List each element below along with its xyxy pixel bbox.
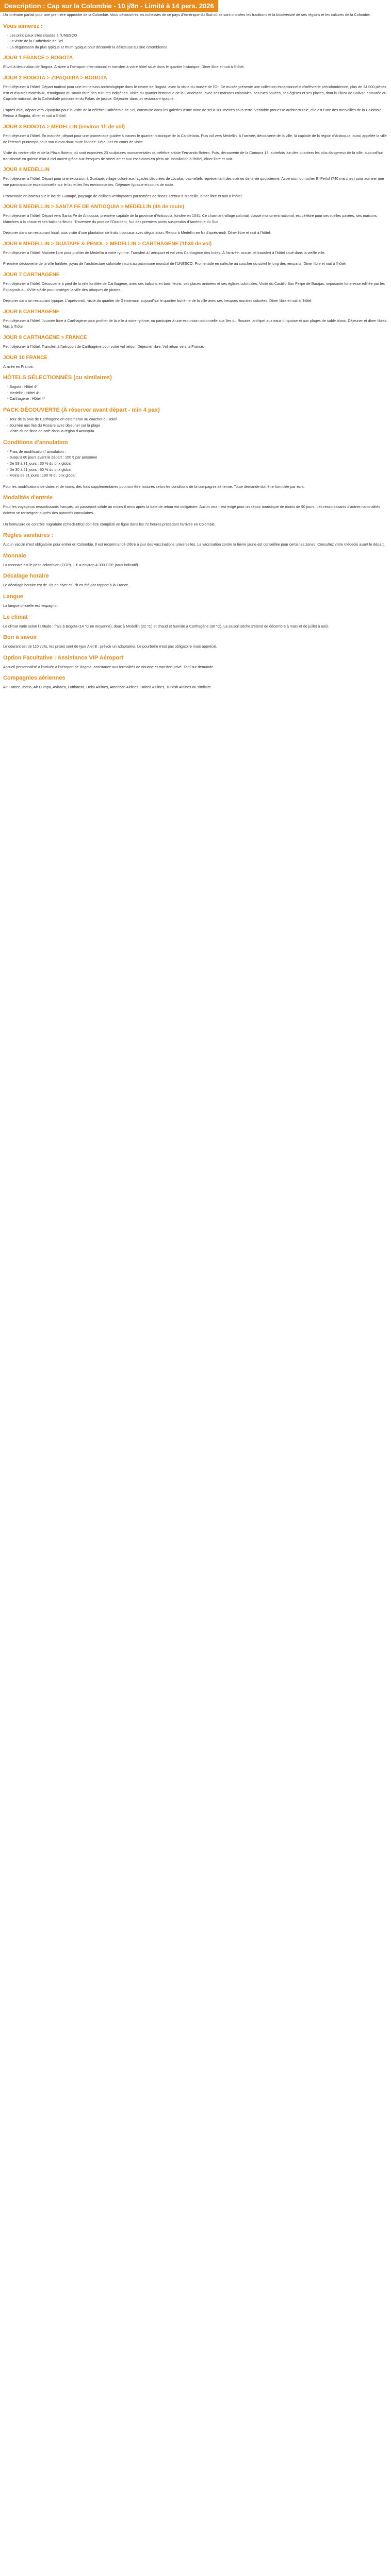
paragraph: Un itinéraire parfait pour une première approche de la Colombie. Vous découvrirez les richesses de ce pays d'Amérique du Sud où se sont croisées les traditions et la biodiversité de ses régions et les cultures de la Colombie. [3,12,371,17]
hotels-list [0,384,391,402]
paragraph: Accueil personnalisé à l'arrivée à l'aéroport de Bogota, assistance aux formalités de douane et transfert privé. Tarif sur demande. [3,664,215,669]
conditions-title: Conditions d'annulation [3,439,68,446]
langue-title: Langue [3,593,24,600]
decalage-paras [0,582,391,588]
day-paragraph: Petit déjeuner à l'hôtel. Départ matinal pour une immersion archéologique dans le centre de Bogota, avec la visite du musée de l'Or. Ce musée présente une collection exceptionnelle d'orfèvrerie précolombienne, plus de 34 000 pièces d'or et d'autres matériaux, témoignant du savoir-faire des cultures indigènes. Visite du quartier historique de la Candelaria, avec ses maisons coloniales, ses rues pavées, ses églises et ses places, dont la Plaza de Bolivar, entourée du Capitole national, de la Cathédrale primaire et du Palais de justice. Déjeuner dans un restaurant typique. [3,84,386,101]
day-paragraph: Petit déjeuner à l'hôtel. Départ pour une excursion à Guatapé, village coloré aux façades décorées de zócalos, bas-reliefs représentant des scènes de la vie quotidienne. Ascension du rocher El Peñol (740 marches) pour admirer une vue panoramique exceptionnelle sur le lac et les îles environnantes. Déjeuner typique en cours de route. [3,176,384,187]
decouverte-list [0,416,391,434]
list-item: - Visite d'une finca de café dans la région d'Antioquia [7,428,388,434]
paragraph: La langue officielle est l'espagnol. [3,603,59,608]
itinerary [0,55,391,369]
list-item: - Les principaux sites classés à l'UNESCO [7,32,388,39]
info-title: Modalités d'entrée [3,495,53,501]
decouverte-title: PACK DÉCOUVERTE (À réserver avant départ - min 4 pax) [3,407,160,413]
paragraph: Aucun vaccin n'est obligatoire pour entrer en Colombie. Il est recommandé d'être à jour des vaccinations universelles. La vaccination contre la fièvre jaune est conseillée pour certaines zones. Consultez votre médecin avant le départ. [3,542,385,547]
paragraph: Pour les modifications de dates et de noms, des frais supplémentaires pourront être facturés selon les conditions de la compagnie aérienne. Toute demande doit être formulée par écrit. [3,484,305,489]
page [0,0,391,696]
conditions-list [0,449,391,479]
day-paragraph: Première découverte de la ville fortifiée, joyau de l'architecture coloniale inscrit au patrimoine mondial de l'UNESCO. Promenade en calèche au coucher du soleil le long des remparts. Dîner libre et nuit à l'hôtel. [3,261,347,266]
list-item: - De 59 à 31 jours : 30 % du prix global [7,461,388,467]
list-item: - Carthagène : Hôtel 4* [7,396,388,402]
decalage-title: Décalage horaire [3,573,49,580]
day-paragraph: Petit déjeuner à l'hôtel. Journée libre à Carthagène pour profiter de la ville à votre rythme, ou participer à une excursion optionnelle aux îles du Rosaire, archipel aux eaux turquoise et aux plages de sable blanc. Déjeuner et dîner libres. Nuit à l'hôtel. [3,318,387,329]
compagnies-paras [0,684,391,690]
day-title: JOUR 5 MEDELLIN > SANTA FE DE ANTIOQUIA > MEDELLIN (4h de route) [3,204,184,210]
paragraph: Pour les voyageurs ressortissants français, un passeport valide au moins 6 mois après la date de retour est obligatoire. Aucun visa n'est exigé pour un séjour touristique de moins de 90 jours. Les ressortissants d'autres nationalités doivent se renseigner auprès des autorités consulaires. [3,504,381,515]
list-item: - Medellin : Hôtel 4* [7,390,388,396]
compagnies-title: Compagnies aériennes [3,675,66,682]
intro [0,12,391,18]
climat-title: Le climat [3,614,28,620]
list-item: - Frais de modification / annulation : [7,449,388,455]
monnaie-paras [0,562,391,568]
bon-paras [0,643,391,650]
day-paragraph: Petit déjeuner à l'hôtel. Matinée libre pour profiter de Medellin à votre rythme. Transfert à l'aéroport et vol vers Carthagène des Indes. À l'arrivée, accueil et transfert à l'hôtel situé dans la vieille ville. [3,250,325,255]
list-item: - La visite de la Cathédrale de Sel [7,38,388,44]
day-paragraph: Envol à destination de Bogota. Arrivée à l'aéroport international et transfert à votre hôtel situé dans le quartier historique. Dîner libre et nuit à l'hôtel. [3,64,245,70]
sante-title: Règles sanitaires : [3,532,54,539]
day-paragraph: Déjeuner dans un restaurant typique. L'après-midi, visite du quartier de Getsemani, aujourd'hui le quartier bohème de la ville avec ses fresques murales colorées. Dîner libre et nuit à l'hôtel. [3,298,313,303]
day-title: JOUR 1 FRANCE > BOGOTA [3,55,73,61]
climat-paras [0,623,391,630]
list-item: - Moins de 21 jours : 100 % du prix global [7,472,388,479]
day-paragraph: L'après-midi, départ vers Zipaquira pour la visite de la célèbre Cathédrale de Sel, construite dans les galeries d'une mine de sel à 180 mètres sous terre. Véritable prouesse architecturale, elle est l'une des merveilles de la Colombie. Retour à Bogota, dîner et nuit à l'hôtel. [3,107,383,118]
day-paragraph: Promenade en bateau sur le lac de Guatapé, paysage de collines verdoyantes parsemées de fincas. Retour à Medellin, dîner libre et nuit à l'hôtel. [3,193,243,198]
day-title: JOUR 4 MEDELLIN [3,167,50,173]
visites-list [0,32,391,50]
day-paragraph: Petit déjeuner à l'hôtel. En matinée, départ pour une promenade guidée à travers le quartier historique de la Candelaria. Puis vol vers Medellin. À l'arrivée, découverte de la ville, la capitale de la région d'Antioquia, aussi appelée la ville de l'éternel printemps pour son climat doux toute l'année. Déjeuner en cours de visite. [3,133,387,144]
conditions-paras [0,484,391,490]
list-item: - Bogota : Hôtel 4* [7,384,388,390]
option-paras [0,664,391,670]
banner: Description : Cap sur la Colombie - 10 j/8n - Limité à 14 pers. 2026 [0,0,218,12]
day-title: JOUR 9 CARTHAGENE > FRANCE [3,335,87,341]
list-item: - Tour de la baie de Carthagène en catamaran au coucher du soleil [7,416,388,422]
day-title: JOUR 7 CARTHAGENE [3,272,60,278]
monnaie-title: Monnaie [3,552,26,559]
paragraph: Air France, Iberia, Air Europa, Avianca, Lufthansa, Delta Airlines, American Airlines, United Airlines, Turkish Airlines ou similaire. [3,685,212,690]
day-paragraph: Petit déjeuner à l'hôtel. Départ vers Santa Fe de Antioquia, première capitale de la province d'Antioquia, fondée en 1541. Ce charmant village colonial, classé monument national, est célèbre pour ses ruelles pavées, ses maisons blanchies à la chaux et ses balcons fleuris. Traversée du pont de l'Occident, l'un des premiers ponts suspendus d'Amérique du Sud. [3,213,377,224]
day-title: JOUR 2 BOGOTA > ZIPAQUIRA > BOGOTA [3,75,107,81]
list-item: - Jusqu'à 60 jours avant le départ : 150 € par personne [7,454,388,461]
list-item: - Journée aux îles du Rosaire avec déjeuner sur la plage [7,422,388,429]
langue-paras [0,603,391,609]
list-item: - La dégustation du plus typique et rhum-typique pour découvrir la délicieuse cuisine colombienne [7,44,388,50]
day-title: JOUR 8 CARTHAGENE [3,309,60,315]
paragraph: Le courant est de 110 volts, les prises sont de type A et B ; prévoir un adaptateur. Le pourboire n'est pas obligatoire mais apprécié. [3,644,217,649]
paragraph: Un formulaire de contrôle migratoire (Check-MIG) doit être complété en ligne dans les 72 heures précédant l'arrivée en Colombie. [3,521,216,527]
info-paras [0,504,391,527]
paragraph: La monnaie est le peso colombien (COP). 1 € = environ 4 300 COP (taux indicatif). [3,562,139,567]
day-title: JOUR 3 BOGOTA > MEDELLIN (environ 1h de vol) [3,124,125,130]
hotels-title: HÔTELS SÉLECTIONNÉS (ou similaires) [3,375,112,381]
day-title: JOUR 10 FRANCE [3,354,48,361]
bon-title: Bon à savoir [3,634,38,641]
day-title: JOUR 6 MEDELLIN > GUATAPE & PENOL > MEDELLIN > CARTHAGENE (1h30 de vol) [3,241,212,247]
day-paragraph: Petit déjeuner à l'hôtel. Découverte à pied de la ville fortifiée de Carthagène, avec ses balcons en bois fleuris, ses places animées et ses églises coloniales. Visite du Castillo San Felipe de Barajas, imposante forteresse édifiée par les Espagnols au XVIIe siècle pour protéger la ville des attaques de pirates. [3,281,385,292]
paragraph: Le décalage horaire est de -6h en hiver et -7h en été par rapport à la France. [3,583,129,588]
visites-title: Vous aimerez : [3,23,43,29]
day-paragraph: Arrivée en France. [3,364,34,369]
list-item: - De 30 à 21 jours : 50 % du prix global [7,467,388,473]
paragraph: Le climat varie selon l'altitude : frais à Bogota (14 °C en moyenne), doux à Medellin (22 °C) et chaud et humide à Carthagène (30 °C). La saison sèche s'étend de décembre à mars et de juillet à août. [3,623,330,629]
day-paragraph: Déjeuner dans un restaurant local, puis visite d'une plantation de fruits tropicaux avec dégustation. Retour à Medellin en fin d'après-midi. Dîner libre et nuit à l'hôtel. [3,230,271,235]
sante-paras [0,541,391,548]
day-paragraph: Visite du centre-ville et de la Plaza Botero, où sont exposées 23 sculptures monumentales du célèbre artiste Fernando Botero. Puis, découverte de la Comuna 13, autrefois l'un des quartiers les plus dangereux de la ville, aujourd'hui transformé en galerie d'art à ciel ouvert grâce aux fresques de street art et aux escalators en plein air. Installation à l'hôtel, dîner libre et nuit. [3,150,383,161]
option-title: Option Facultative : Assistance VIP Aéroport [3,654,124,661]
day-paragraph: Petit déjeuner à l'hôtel. Transfert à l'aéroport de Carthagène pour votre vol retour. Déjeuner libre. Vol retour vers la France. [3,344,204,349]
